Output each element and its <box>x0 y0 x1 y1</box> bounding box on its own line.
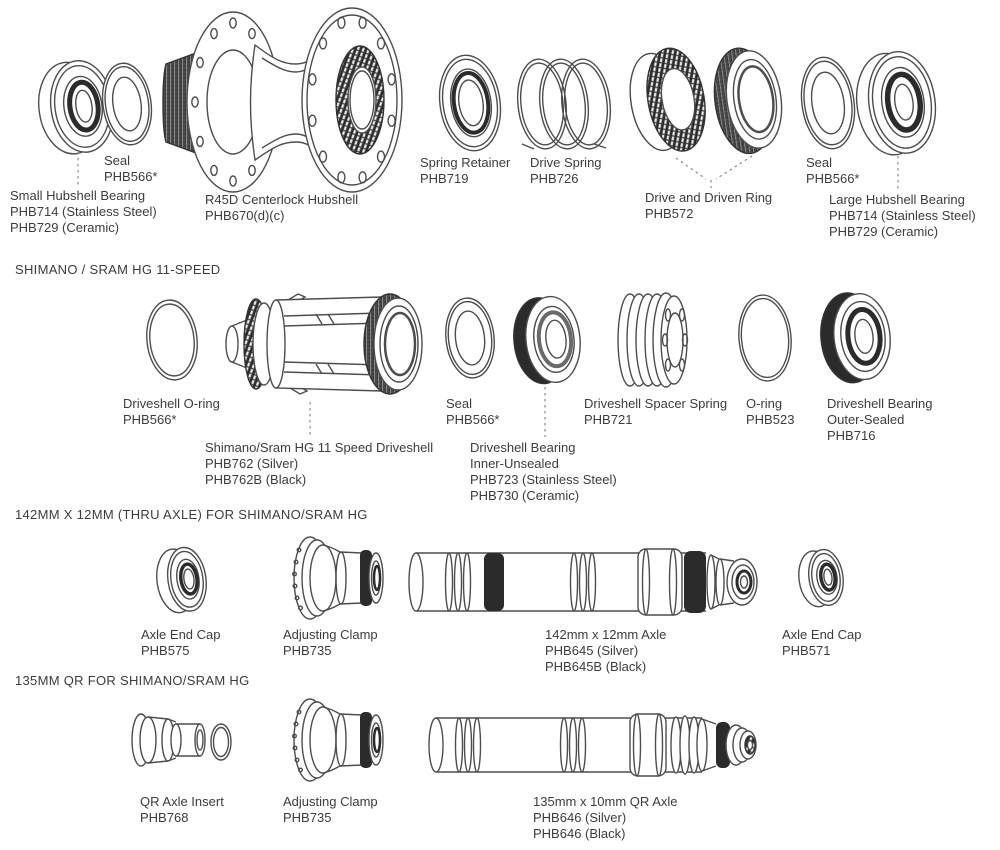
driveshell-bearing-outer-drawing <box>816 289 894 386</box>
driveshell-bearing-inner-drawing <box>510 294 585 386</box>
label-axle-end-cap-right <box>782 627 862 659</box>
part-label-line: Adjusting Clamp <box>283 627 378 642</box>
label-r45d-centerlock-hubshell <box>205 192 358 224</box>
part-label-line: PHB566* <box>104 169 158 184</box>
part-label-line: Driveshell Bearing <box>827 396 933 411</box>
driven-ring-drawing <box>708 43 788 157</box>
section-header-qr: 135MM QR FOR SHIMANO/SRAM HG <box>15 673 250 688</box>
o-ring-drawing <box>735 293 794 383</box>
part-label-line: PHB723 (Stainless Steel) <box>470 472 617 487</box>
part-label-line: Seal <box>446 396 473 411</box>
label-small-hubshell-bearing <box>10 188 157 236</box>
part-label-line: PHB645B (Black) <box>545 659 647 674</box>
part-label-line: Inner-Unsealed <box>470 456 559 471</box>
part-label-line: PHB762B (Black) <box>205 472 307 487</box>
label-seal-front <box>104 153 157 185</box>
adjusting-clamp-qr-drawing <box>293 699 383 781</box>
part-label-line: 142mm x 12mm Axle <box>545 627 667 642</box>
part-label-line: Shimano/Sram HG 11 Speed Driveshell <box>205 440 434 455</box>
label-adjusting-clamp-142 <box>283 627 378 659</box>
label-qr-axle-135 <box>533 794 678 842</box>
part-label-line: Axle End Cap <box>782 627 862 642</box>
label-drive-spring <box>530 155 602 187</box>
label-driveshell-bearing-inner <box>470 440 617 504</box>
part-label-line: Drive Spring <box>530 155 602 170</box>
qr-axle-135-drawing <box>429 714 756 776</box>
leader-lines <box>78 152 898 437</box>
part-label-line: Drive and Driven Ring <box>645 190 773 205</box>
part-label-line: Spring Retainer <box>420 155 511 170</box>
part-label-line: PHB735 <box>283 810 332 825</box>
label-spring-retainer <box>420 155 510 187</box>
spring-retainer-drawing <box>434 51 507 154</box>
part-label-line: Axle End Cap <box>141 627 221 642</box>
qr-axle-insert-drawing <box>132 714 231 766</box>
label-qr-axle-insert <box>140 794 224 826</box>
label-hg11-driveshell <box>205 440 433 488</box>
part-label-line: PHB566* <box>446 412 500 427</box>
part-label-line: PHB646 (Black) <box>533 826 626 841</box>
part-label-line: Large Hubshell Bearing <box>829 192 965 207</box>
driveshell-spacer-spring-drawing <box>618 293 688 387</box>
label-thru-axle-142 <box>545 627 666 675</box>
part-label-line: PHB729 (Ceramic) <box>829 224 939 239</box>
part-label-line: PHB714 (Stainless Steel) <box>10 204 157 219</box>
section-header-thru-axle: 142MM X 12MM (THRU AXLE) FOR SHIMANO/SRAM HG <box>15 507 368 522</box>
part-label-line: Driveshell Spacer Spring <box>584 396 728 411</box>
part-label-line: PHB735 <box>283 643 332 658</box>
part-label-line: PHB575 <box>141 643 190 658</box>
part-label-line: PHB730 (Ceramic) <box>470 488 580 503</box>
part-label-line: PHB726 <box>530 171 579 186</box>
part-label-line: Seal <box>806 155 833 170</box>
part-label-line: PHB714 (Stainless Steel) <box>829 208 976 223</box>
label-driveshell-o-ring <box>123 396 220 428</box>
part-label-line: PHB762 (Silver) <box>205 456 299 471</box>
part-label-line: R45D Centerlock Hubshell <box>205 192 359 207</box>
large-hubshell-bearing-drawing <box>850 47 941 159</box>
part-label-line: Seal <box>104 153 131 168</box>
hg11-driveshell-drawing <box>226 294 422 394</box>
seal-hg-drawing <box>442 296 498 381</box>
adjusting-clamp-142-drawing <box>293 537 383 619</box>
thru-axle-142-drawing <box>409 549 757 615</box>
part-label-line: PHB572 <box>645 206 694 221</box>
part-label-line: PHB670(d)(c) <box>205 208 285 223</box>
part-label-line: PHB645 (Silver) <box>545 643 639 658</box>
drive-ring-drawing <box>623 44 713 159</box>
label-driveshell-spacer-spring <box>584 396 727 428</box>
part-label-line: PHB729 (Ceramic) <box>10 220 120 235</box>
part-label-line: PHB571 <box>782 643 831 658</box>
part-label-line: PHB646 (Silver) <box>533 810 627 825</box>
axle-end-cap-left-drawing <box>153 545 210 615</box>
label-seal-hg <box>446 396 499 428</box>
label-driveshell-bearing-outer <box>827 396 933 444</box>
section-header-hg11: SHIMANO / SRAM HG 11-SPEED <box>15 262 221 277</box>
part-label-line: O-ring <box>746 396 783 411</box>
part-label-line: PHB768 <box>140 810 189 825</box>
part-label-line: PHB721 <box>584 412 633 427</box>
part-label-line: PHB523 <box>746 412 795 427</box>
axle-end-cap-right-drawing <box>795 547 846 609</box>
label-large-hubshell-bearing <box>829 192 976 240</box>
part-label-line: PHB566* <box>123 412 177 427</box>
part-label-line: Driveshell Bearing <box>470 440 576 455</box>
label-axle-end-cap-left <box>141 627 221 659</box>
part-label-line: PHB716 <box>827 428 876 443</box>
drive-spring-drawing <box>513 57 614 152</box>
part-label-line: Adjusting Clamp <box>283 794 378 809</box>
label-drive-and-driven-ring <box>645 190 772 222</box>
part-label-line: PHB719 <box>420 171 469 186</box>
label-seal-rear <box>806 155 859 187</box>
seal-rear-drawing <box>796 54 860 152</box>
part-label-line: QR Axle Insert <box>140 794 224 809</box>
part-label-line: 135mm x 10mm QR Axle <box>533 794 678 809</box>
part-label-line: Driveshell O-ring <box>123 396 220 411</box>
part-label-line: Outer-Sealed <box>827 412 905 427</box>
driveshell-o-ring-drawing <box>143 298 201 383</box>
label-adjusting-clamp-qr <box>283 794 378 826</box>
label-o-ring <box>746 396 794 428</box>
part-label-line: Small Hubshell Bearing <box>10 188 146 203</box>
r45d-centerlock-hubshell-drawing <box>163 8 402 192</box>
part-label-line: PHB566* <box>806 171 860 186</box>
